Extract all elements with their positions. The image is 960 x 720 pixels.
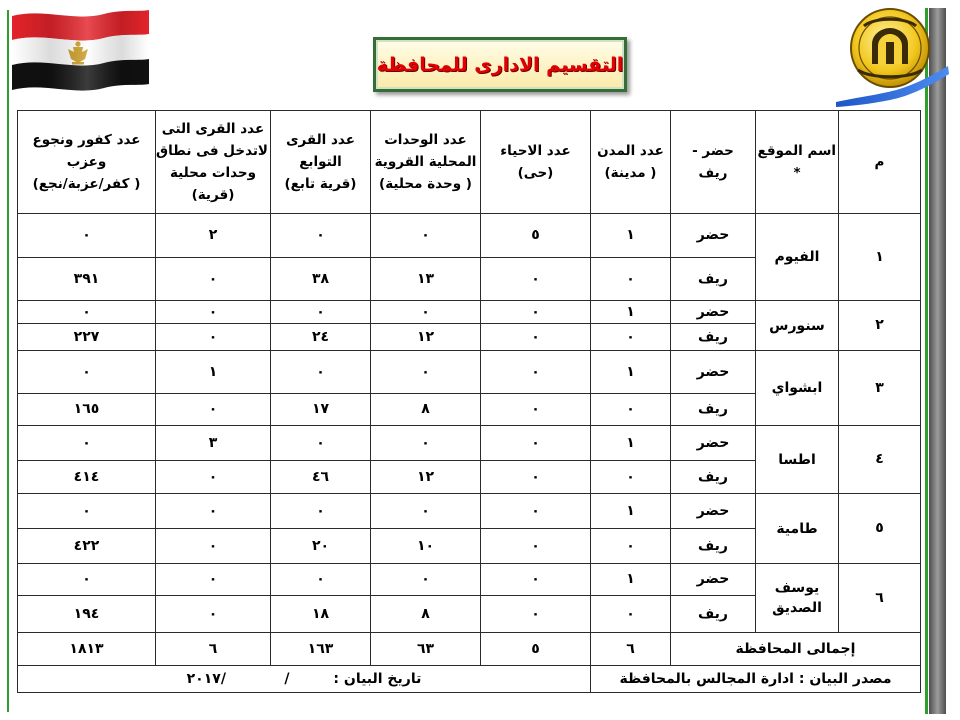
total-districts: ٥ bbox=[481, 633, 591, 666]
cell-cities: ٠ bbox=[591, 258, 671, 301]
cell-satellite-villages: ٢٤ bbox=[271, 324, 371, 351]
cell-area-type: حضر bbox=[671, 426, 756, 461]
cell-districts: ٠ bbox=[481, 426, 591, 461]
total-satellite-villages: ١٦٣ bbox=[271, 633, 371, 666]
cell-satellite-villages: ٠ bbox=[271, 564, 371, 596]
header-line: ( كفر/عزبة/نجع) bbox=[32, 176, 141, 192]
cell-villages-outside-units: ٣ bbox=[156, 426, 271, 461]
cell-hamlets: ٣٩١ bbox=[18, 258, 156, 301]
footer-row bbox=[18, 666, 921, 693]
cell-satellite-villages: ٢٠ bbox=[271, 529, 371, 564]
total-row bbox=[18, 633, 921, 666]
site-name: يوسف الصديق bbox=[772, 580, 822, 616]
cell-hamlets: ٤١٤ bbox=[18, 461, 156, 494]
cell-satellite-villages: ٠ bbox=[271, 494, 371, 529]
cell-villages-outside-units: ٠ bbox=[156, 258, 271, 301]
slide-frame-left-line bbox=[7, 10, 9, 712]
header-line: (حى) bbox=[517, 165, 554, 181]
cell-satellite-villages: ٠ bbox=[271, 426, 371, 461]
header-line: ريف bbox=[698, 165, 728, 181]
cell-satellite-villages: ٠ bbox=[271, 351, 371, 394]
header-line: حضر - bbox=[692, 143, 734, 159]
cell-serial: ١ bbox=[839, 214, 921, 301]
cell-satellite-villages: ٣٨ bbox=[271, 258, 371, 301]
header-cities bbox=[591, 111, 671, 214]
header-line: (قرية تابع) bbox=[284, 176, 357, 192]
cell-area-type: ريف bbox=[671, 258, 756, 301]
site-name: ابشواي bbox=[771, 380, 823, 396]
cell-districts: ٠ bbox=[481, 494, 591, 529]
cell-site-name bbox=[756, 426, 839, 494]
header-line: اسم الموقع bbox=[757, 143, 836, 159]
cell-area-type: حضر bbox=[671, 564, 756, 596]
cell-hamlets: ٠ bbox=[18, 564, 156, 596]
site-name: سنورس bbox=[769, 317, 825, 334]
cell-districts: ٠ bbox=[481, 301, 591, 324]
cell-districts: ٠ bbox=[481, 258, 591, 301]
cell-local-units: ٠ bbox=[371, 426, 481, 461]
cell-districts: ٠ bbox=[481, 564, 591, 596]
slide-frame-right-line bbox=[925, 8, 928, 714]
cell-area-type: حضر bbox=[671, 351, 756, 394]
cell-local-units: ٠ bbox=[371, 564, 481, 596]
header-line: م bbox=[874, 154, 885, 170]
data-source: مصدر البيان : ادارة المجالس بالمحافظة bbox=[591, 666, 921, 693]
cell-site-name bbox=[756, 214, 839, 301]
cell-districts: ٥ bbox=[481, 214, 591, 258]
cell-cities: ١ bbox=[591, 351, 671, 394]
cell-local-units: ٨ bbox=[371, 596, 481, 633]
cell-local-units: ١٠ bbox=[371, 529, 481, 564]
header-line: عدد المدن bbox=[597, 143, 664, 159]
cell-satellite-villages: ١٧ bbox=[271, 394, 371, 426]
cell-villages-outside-units: ٠ bbox=[156, 596, 271, 633]
cell-area-type: ريف bbox=[671, 596, 756, 633]
cell-villages-outside-units: ٠ bbox=[156, 494, 271, 529]
page-title: التقسيم الادارى للمحافظة bbox=[376, 53, 624, 76]
cell-villages-outside-units: ٠ bbox=[156, 529, 271, 564]
cell-satellite-villages: ١٨ bbox=[271, 596, 371, 633]
cell-area-type: ريف bbox=[671, 529, 756, 564]
header-line: * bbox=[793, 165, 801, 181]
cell-villages-outside-units: ٢ bbox=[156, 214, 271, 258]
cell-villages-outside-units: ٠ bbox=[156, 564, 271, 596]
table-header-row bbox=[18, 111, 921, 214]
header-site-name bbox=[756, 111, 839, 214]
cell-villages-outside-units: ٠ bbox=[156, 324, 271, 351]
site-name: الفيوم bbox=[774, 249, 820, 265]
cell-site-name bbox=[756, 494, 839, 564]
site-name: طامية bbox=[776, 520, 818, 537]
total-hamlets: ١٨١٣ bbox=[18, 633, 156, 666]
cell-cities: ١ bbox=[591, 564, 671, 596]
cell-hamlets: ٠ bbox=[18, 301, 156, 324]
cell-local-units: ٠ bbox=[371, 494, 481, 529]
cell-cities: ١ bbox=[591, 494, 671, 529]
cell-cities: ٠ bbox=[591, 394, 671, 426]
cell-cities: ٠ bbox=[591, 461, 671, 494]
cell-local-units: ٠ bbox=[371, 301, 481, 324]
header-line: عدد الوحدات bbox=[384, 132, 467, 148]
table-row bbox=[18, 494, 921, 529]
cell-districts: ٠ bbox=[481, 529, 591, 564]
cell-serial: ٦ bbox=[839, 564, 921, 633]
header-urban-rural bbox=[671, 111, 756, 214]
title-box bbox=[373, 37, 627, 92]
cell-local-units: ٨ bbox=[371, 394, 481, 426]
cell-cities: ٠ bbox=[591, 324, 671, 351]
cell-villages-outside-units: ٠ bbox=[156, 301, 271, 324]
cell-local-units: ١٢ bbox=[371, 461, 481, 494]
header-villages-outside-units bbox=[156, 111, 271, 214]
header-hamlets bbox=[18, 111, 156, 214]
cell-serial: ٣ bbox=[839, 351, 921, 426]
cell-area-type: حضر bbox=[671, 301, 756, 324]
cell-hamlets: ٠ bbox=[18, 214, 156, 258]
header-line: عدد القرى bbox=[286, 132, 355, 148]
cell-area-type: ريف bbox=[671, 324, 756, 351]
table-row bbox=[18, 351, 921, 394]
header-line: ( مدينة) bbox=[604, 165, 657, 181]
admin-division-table bbox=[17, 110, 921, 693]
header-line: لاتدخل فى نطاق bbox=[156, 143, 268, 159]
header-local-units bbox=[371, 111, 481, 214]
cell-site-name bbox=[756, 301, 839, 351]
data-date: تاريخ البيان : / /٢٠١٧ bbox=[18, 666, 591, 693]
header-line: عدد القرى التى bbox=[161, 121, 265, 137]
cell-hamlets: ٢٢٧ bbox=[18, 324, 156, 351]
cell-hamlets: ١٩٤ bbox=[18, 596, 156, 633]
cell-satellite-villages: ٠ bbox=[271, 214, 371, 258]
cell-hamlets: ٠ bbox=[18, 351, 156, 394]
cell-districts: ٠ bbox=[481, 351, 591, 394]
cell-hamlets: ١٦٥ bbox=[18, 394, 156, 426]
cell-satellite-villages: ٤٦ bbox=[271, 461, 371, 494]
cell-villages-outside-units: ١ bbox=[156, 351, 271, 394]
cell-local-units: ١٣ bbox=[371, 258, 481, 301]
header-districts bbox=[481, 111, 591, 214]
cell-cities: ١ bbox=[591, 214, 671, 258]
cell-area-type: حضر bbox=[671, 494, 756, 529]
header-line: ( وحدة محلية) bbox=[379, 176, 472, 192]
header-line: وحدات محلية bbox=[169, 165, 257, 181]
total-local-units: ٦٣ bbox=[371, 633, 481, 666]
cell-villages-outside-units: ٠ bbox=[156, 461, 271, 494]
cell-hamlets: ٤٢٢ bbox=[18, 529, 156, 564]
header-line: (قرية) bbox=[191, 187, 235, 203]
cell-satellite-villages: ٠ bbox=[271, 301, 371, 324]
cell-local-units: ٠ bbox=[371, 214, 481, 258]
slide-frame-right-bar bbox=[929, 8, 946, 714]
cell-serial: ٤ bbox=[839, 426, 921, 494]
cell-cities: ٠ bbox=[591, 529, 671, 564]
cell-local-units: ١٢ bbox=[371, 324, 481, 351]
cell-cities: ٠ bbox=[591, 596, 671, 633]
cell-serial: ٢ bbox=[839, 301, 921, 351]
cell-villages-outside-units: ٠ bbox=[156, 394, 271, 426]
header-serial bbox=[839, 111, 921, 214]
table-row bbox=[18, 564, 921, 596]
table-row bbox=[18, 426, 921, 461]
header-line: عدد كفور ونجوع bbox=[32, 132, 141, 148]
table-row bbox=[18, 214, 921, 258]
total-label: إجمالى المحافظة bbox=[671, 633, 921, 666]
cell-hamlets: ٠ bbox=[18, 426, 156, 461]
total-cities: ٦ bbox=[591, 633, 671, 666]
cell-local-units: ٠ bbox=[371, 351, 481, 394]
header-line: المحلية القروية bbox=[374, 154, 477, 170]
header-line: عدد الاحياء bbox=[500, 143, 571, 159]
cell-area-type: ريف bbox=[671, 394, 756, 426]
cell-cities: ١ bbox=[591, 426, 671, 461]
header-line: وعزب bbox=[66, 154, 107, 170]
cell-area-type: حضر bbox=[671, 214, 756, 258]
cell-cities: ١ bbox=[591, 301, 671, 324]
cell-hamlets: ٠ bbox=[18, 494, 156, 529]
cell-site-name bbox=[756, 564, 839, 633]
egypt-flag bbox=[8, 6, 153, 96]
governorate-emblem bbox=[836, 4, 950, 108]
cell-site-name bbox=[756, 351, 839, 426]
cell-districts: ٠ bbox=[481, 324, 591, 351]
header-satellite-villages bbox=[271, 111, 371, 214]
header-line: التوابع bbox=[299, 154, 342, 170]
cell-districts: ٠ bbox=[481, 596, 591, 633]
cell-area-type: ريف bbox=[671, 461, 756, 494]
total-villages-outside-units: ٦ bbox=[156, 633, 271, 666]
cell-districts: ٠ bbox=[481, 461, 591, 494]
table-row bbox=[18, 301, 921, 324]
cell-districts: ٠ bbox=[481, 394, 591, 426]
cell-serial: ٥ bbox=[839, 494, 921, 564]
site-name: اطسا bbox=[778, 451, 816, 468]
